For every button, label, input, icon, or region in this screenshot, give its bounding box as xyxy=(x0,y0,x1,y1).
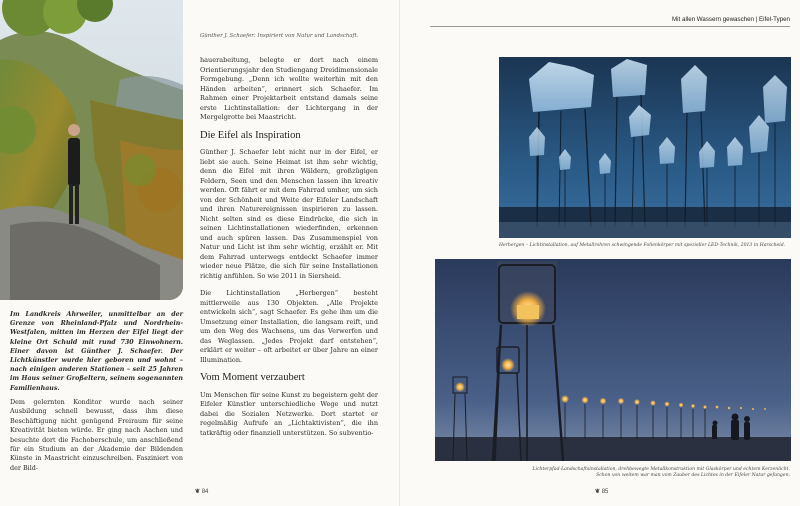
photo-caption-lichterpfad xyxy=(490,467,790,479)
photo-caption: Im Landkreis Ahrweiler, unmittelbar an der Grenze von Rheinland-Pfalz und Nordrhein-Westfalen, mitten im Herzen der Eifel liegt der kleine Ort Schuld mit rund 730 Einwohnern. Einer davon ist Günther J. Schaefer. Der Lichtkünstler wurde hier geboren und wohnt – nach einigen anderen Stationen – seit 25 Jahren im Haus seiner Großeltern, seinem sogenannten Familienhaus. xyxy=(10,311,183,392)
folio-ornament-icon: ❦ xyxy=(595,489,601,495)
section-heading: Die Eifel als Inspiration xyxy=(200,129,301,141)
folio-ornament-icon: ❦ xyxy=(195,489,201,495)
section-tag: Mit allen Wassern gewaschen | Eifel-Typen xyxy=(672,16,790,23)
page-number xyxy=(595,488,608,495)
section-rule xyxy=(430,26,790,27)
photo-caption-herbergen: Herbergen – Lichtinstallation, auf Metallrohren schwingende Folienkörper mit spezieller LED-Technik, 2013 in Harscheid. xyxy=(499,243,786,248)
paragraph: Günther J. Schaefer lebt nicht nur in der Eifel, er liebt sie auch. Seine Heimat ist ihm sehr wichtig, denn die Eifel mit ihren Wäldern, großzügigen Feldern, Seen und den Menschen lassen ihn kreativ werden. Oft fährt er mit dem Fahrrad umher, um sich von der Schönheit und Weite der Eifeler Landschaft und ihren Naturereignissen inspirieren zu lassen. Nicht selten sind es diese Eindrücke, die sich in seinen Lichtinstallationen wiederfinden, erkennen und auch spüren lassen. Das Zusammenspiel von Natur und Licht ist ihm sehr wichtig, erzählt er. Mit dem Fahrrad unterwegs entdeckt Schaefer immer wieder neue Plätze, die sich für seine Installationen richtig anfühlen. So wie 2011 in Siersheid. xyxy=(200,148,378,280)
herbergen-photo xyxy=(499,57,791,238)
paragraph: Die Lichtinstallation „Herbergen“ besteht mittlerweile aus 130 Objekten. „Alle Projekte entwickeln sich“, sagt Schaefer. Es gehe ihm um die Umsetzung einer Installation, die langsam reift, und um den Weg des Wachsens, um das Verwerfen und das Weglassen. „Jedes Projekt darf entstehen“, erklärt er weiter – oft arbeitet er über Jahre an einer Illumination. xyxy=(200,289,378,364)
page-number-value: 85 xyxy=(601,489,609,495)
lichterpfad-photo xyxy=(435,259,791,461)
landscape-photo xyxy=(0,0,183,300)
body-column-1: Dem gelernten Konditor wurde nach seiner Ausbildung schnell bewusst, dass ihm diese Beschäftigung nicht genügend Freiraum für seine Kreativität bieten würde. Er ging nach Aachen und besuchte dort die Fachoberschule, um anschließend für ein Studium an der Akademie der Bildenden Künste in Maastricht einzuschreiben. Fasziniert von der Bild- xyxy=(10,398,183,472)
page-number xyxy=(195,488,208,495)
caption-line: Lichterpfad-Landschaftsinstallation, drehbewegte Metallkonstruktion mit Glaskörper und echtem Kerzenlicht. xyxy=(532,467,790,472)
running-head: Günther J. Schaefer: Inspiriert von Natur und Landschaft. xyxy=(200,33,359,39)
body-column-2 xyxy=(200,56,378,446)
caption-line: Schon von weitem war man vom Zauber des Lichtes in der Eifeler Natur gefangen. xyxy=(596,473,790,479)
paragraph: Um Menschen für seine Kunst zu begeistern geht der Eifeler Künstler unterschiedliche Wege und nutzt dabei die Sozialen Netzwerke. Dort startet er regelmäßig Aufrufe an „Lichtaktivisten“, die ihn tatkräftig oder finanziell unterstützen. So subventio- xyxy=(200,390,378,437)
page-number-value: 84 xyxy=(201,489,209,495)
paragraph: hauerabeitung, belegte er dort nach einem Orientierungsjahr den Studiengang Dreidimensionale Formgebung. „Denn ich wollte weiterhin mit den Händen arbeiten“, erinnert sich Schaefer. Im Rahmen einer Projektarbeit entstand damals seine erste Lichtinstallation: der Lichtergang in der Mergelgrotte bei Maastricht. xyxy=(200,56,378,121)
section-heading: Vom Moment verzaubert xyxy=(200,372,305,383)
